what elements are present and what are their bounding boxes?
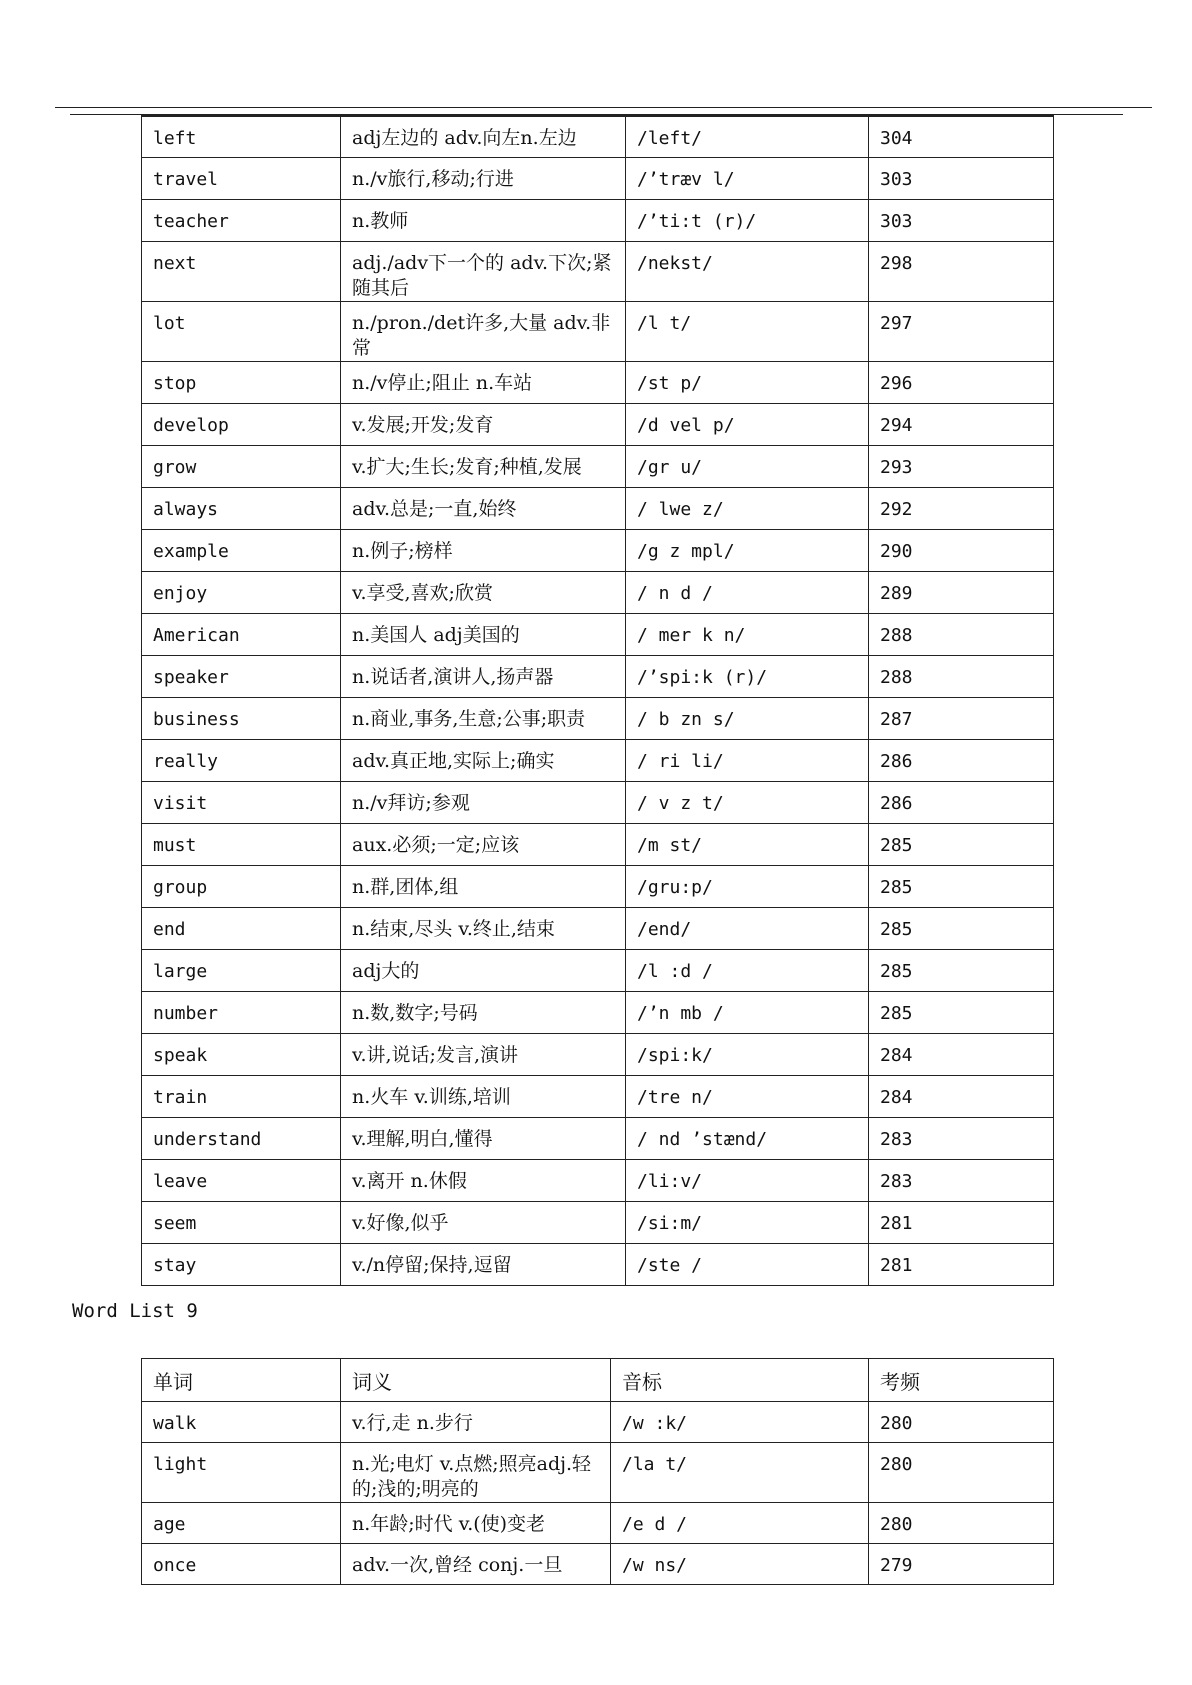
table-row <box>142 824 1054 866</box>
table-row <box>142 200 1054 242</box>
phonetic-cell: /’n mb / <box>626 992 869 1034</box>
header-frequency: 考频 <box>869 1359 1054 1402</box>
phonetic-cell: /ste / <box>626 1244 869 1286</box>
word-list-title: Word List 9 <box>72 1300 198 1322</box>
frequency-cell: 285 <box>869 866 1054 908</box>
meaning-cell: n.例子;榜样 <box>341 530 626 572</box>
phonetic-cell: / ri li/ <box>626 740 869 782</box>
frequency-cell: 290 <box>869 530 1054 572</box>
meaning-cell: n./v旅行,移动;行进 <box>341 158 626 200</box>
meaning-cell: n.美国人 adj美国的 <box>341 614 626 656</box>
table-row <box>142 1034 1054 1076</box>
phonetic-cell: / b zn s/ <box>626 698 869 740</box>
meaning-cell: aux.必须;一定;应该 <box>341 824 626 866</box>
meaning-cell: n./v停止;阻止 n.车站 <box>341 362 626 404</box>
frequency-cell: 294 <box>869 404 1054 446</box>
frequency-cell: 303 <box>869 200 1054 242</box>
table-row <box>142 614 1054 656</box>
table-row <box>142 1544 1054 1585</box>
word-table-9-body <box>142 1359 1054 1585</box>
phonetic-cell: /end/ <box>626 908 869 950</box>
table-row <box>142 1402 1054 1443</box>
table-row <box>142 488 1054 530</box>
phonetic-cell: /gr u/ <box>626 446 869 488</box>
word-cell: grow <box>142 446 341 488</box>
phonetic-cell: / mer k n/ <box>626 614 869 656</box>
phonetic-cell: /gru:p/ <box>626 866 869 908</box>
table-header-row <box>142 1359 1054 1402</box>
word-cell: must <box>142 824 341 866</box>
phonetic-cell: /’spi:k (r)/ <box>626 656 869 698</box>
word-cell: group <box>142 866 341 908</box>
frequency-cell: 280 <box>869 1443 1054 1503</box>
phonetic-cell: / v z t/ <box>626 782 869 824</box>
word-cell: enjoy <box>142 572 341 614</box>
frequency-cell: 296 <box>869 362 1054 404</box>
meaning-cell: n./pron./det许多,大量 adv.非常 <box>341 302 626 362</box>
word-cell: seem <box>142 1202 341 1244</box>
frequency-cell: 280 <box>869 1503 1054 1544</box>
phonetic-cell: /w :k/ <box>611 1402 869 1443</box>
word-cell: left <box>142 116 341 158</box>
meaning-cell: n.光;电灯 v.点燃;照亮adj.轻的;浅的;明亮的 <box>341 1443 611 1503</box>
phonetic-cell: /l t/ <box>626 302 869 362</box>
word-cell: light <box>142 1443 341 1503</box>
frequency-cell: 285 <box>869 950 1054 992</box>
word-cell: teacher <box>142 200 341 242</box>
word-cell: lot <box>142 302 341 362</box>
phonetic-cell: /m st/ <box>626 824 869 866</box>
word-cell: once <box>142 1544 341 1585</box>
table-row <box>142 1503 1054 1544</box>
table-row <box>142 1160 1054 1202</box>
word-cell: always <box>142 488 341 530</box>
table-row <box>142 530 1054 572</box>
frequency-cell: 287 <box>869 698 1054 740</box>
meaning-cell: v.离开 n.休假 <box>341 1160 626 1202</box>
word-cell: next <box>142 242 341 302</box>
meaning-cell: v.理解,明白,懂得 <box>341 1118 626 1160</box>
word-cell: walk <box>142 1402 341 1443</box>
meaning-cell: adj大的 <box>341 950 626 992</box>
meaning-cell: v.扩大;生长;发育;种植,发展 <box>341 446 626 488</box>
table-row <box>142 740 1054 782</box>
word-cell: travel <box>142 158 341 200</box>
frequency-cell: 281 <box>869 1202 1054 1244</box>
word-cell: train <box>142 1076 341 1118</box>
word-cell: age <box>142 1503 341 1544</box>
word-cell: really <box>142 740 341 782</box>
meaning-cell: n.说话者,演讲人,扬声器 <box>341 656 626 698</box>
frequency-cell: 286 <box>869 782 1054 824</box>
phonetic-cell: /g z mpl/ <box>626 530 869 572</box>
table-row <box>142 158 1054 200</box>
word-cell: understand <box>142 1118 341 1160</box>
word-cell: leave <box>142 1160 341 1202</box>
phonetic-cell: /d vel p/ <box>626 404 869 446</box>
meaning-cell: n.群,团体,组 <box>341 866 626 908</box>
meaning-cell: v.行,走 n.步行 <box>341 1402 611 1443</box>
frequency-cell: 280 <box>869 1402 1054 1443</box>
frequency-cell: 297 <box>869 302 1054 362</box>
meaning-cell: n./v拜访;参观 <box>341 782 626 824</box>
word-table-8-body <box>142 116 1054 1286</box>
frequency-cell: 288 <box>869 656 1054 698</box>
table-row <box>142 362 1054 404</box>
meaning-cell: n.数,数字;号码 <box>341 992 626 1034</box>
meaning-cell: n.火车 v.训练,培训 <box>341 1076 626 1118</box>
phonetic-cell: / lwe z/ <box>626 488 869 530</box>
frequency-cell: 304 <box>869 116 1054 158</box>
phonetic-cell: /li:v/ <box>626 1160 869 1202</box>
frequency-cell: 279 <box>869 1544 1054 1585</box>
frequency-cell: 284 <box>869 1034 1054 1076</box>
phonetic-cell: /nekst/ <box>626 242 869 302</box>
meaning-cell: v.发展;开发;发育 <box>341 404 626 446</box>
meaning-cell: n.结束,尽头 v.终止,结束 <box>341 908 626 950</box>
word-cell: end <box>142 908 341 950</box>
meaning-cell: v./n停留;保持,逗留 <box>341 1244 626 1286</box>
word-cell: stay <box>142 1244 341 1286</box>
header-rule <box>55 107 1152 108</box>
meaning-cell: adv.真正地,实际上;确实 <box>341 740 626 782</box>
header-phonetic: 音标 <box>611 1359 869 1402</box>
word-cell: business <box>142 698 341 740</box>
table-row <box>142 572 1054 614</box>
meaning-cell: v.享受,喜欢;欣赏 <box>341 572 626 614</box>
meaning-cell: adv.一次,曾经 conj.一旦 <box>341 1544 611 1585</box>
table-row <box>142 950 1054 992</box>
meaning-cell: adj左边的 adv.向左n.左边 <box>341 116 626 158</box>
word-cell: example <box>142 530 341 572</box>
phonetic-cell: /spi:k/ <box>626 1034 869 1076</box>
table-row <box>142 1244 1054 1286</box>
table-row <box>142 446 1054 488</box>
phonetic-cell: /st p/ <box>626 362 869 404</box>
frequency-cell: 281 <box>869 1244 1054 1286</box>
word-cell: number <box>142 992 341 1034</box>
word-cell: develop <box>142 404 341 446</box>
table-row <box>142 302 1054 362</box>
frequency-cell: 292 <box>869 488 1054 530</box>
phonetic-cell: /e d / <box>611 1503 869 1544</box>
header-word: 单词 <box>142 1359 341 1402</box>
frequency-cell: 284 <box>869 1076 1054 1118</box>
table-row <box>142 404 1054 446</box>
word-table-8 <box>141 114 1054 1286</box>
word-cell: speaker <box>142 656 341 698</box>
frequency-cell: 283 <box>869 1118 1054 1160</box>
meaning-cell: n.教师 <box>341 200 626 242</box>
phonetic-cell: /w ns/ <box>611 1544 869 1585</box>
meaning-cell: v.好像,似乎 <box>341 1202 626 1244</box>
table-row <box>142 1202 1054 1244</box>
frequency-cell: 286 <box>869 740 1054 782</box>
table-row <box>142 656 1054 698</box>
frequency-cell: 285 <box>869 824 1054 866</box>
table-row <box>142 782 1054 824</box>
phonetic-cell: /si:m/ <box>626 1202 869 1244</box>
table-row <box>142 908 1054 950</box>
table-row <box>142 1443 1054 1503</box>
phonetic-cell: /’ti:t (r)/ <box>626 200 869 242</box>
table-row <box>142 1076 1054 1118</box>
table-row <box>142 866 1054 908</box>
table-row <box>142 992 1054 1034</box>
frequency-cell: 298 <box>869 242 1054 302</box>
meaning-cell: adj./adv下一个的 adv.下次;紧随其后 <box>341 242 626 302</box>
frequency-cell: 293 <box>869 446 1054 488</box>
phonetic-cell: /’træv l/ <box>626 158 869 200</box>
phonetic-cell: /la t/ <box>611 1443 869 1503</box>
phonetic-cell: /l :d / <box>626 950 869 992</box>
frequency-cell: 303 <box>869 158 1054 200</box>
meaning-cell: v.讲,说话;发言,演讲 <box>341 1034 626 1076</box>
meaning-cell: n.商业,事务,生意;公事;职责 <box>341 698 626 740</box>
frequency-cell: 285 <box>869 992 1054 1034</box>
phonetic-cell: / nd ’stænd/ <box>626 1118 869 1160</box>
word-cell: visit <box>142 782 341 824</box>
word-cell: large <box>142 950 341 992</box>
phonetic-cell: /left/ <box>626 116 869 158</box>
word-table-9 <box>141 1358 1054 1585</box>
meaning-cell: adv.总是;一直,始终 <box>341 488 626 530</box>
phonetic-cell: / n d / <box>626 572 869 614</box>
word-cell: speak <box>142 1034 341 1076</box>
word-cell: American <box>142 614 341 656</box>
table-row <box>142 242 1054 302</box>
meaning-cell: n.年龄;时代 v.(使)变老 <box>341 1503 611 1544</box>
header-meaning: 词义 <box>341 1359 611 1402</box>
phonetic-cell: /tre n/ <box>626 1076 869 1118</box>
table-row <box>142 116 1054 158</box>
word-cell: stop <box>142 362 341 404</box>
table-row <box>142 1118 1054 1160</box>
frequency-cell: 283 <box>869 1160 1054 1202</box>
table-row <box>142 698 1054 740</box>
frequency-cell: 285 <box>869 908 1054 950</box>
frequency-cell: 289 <box>869 572 1054 614</box>
frequency-cell: 288 <box>869 614 1054 656</box>
